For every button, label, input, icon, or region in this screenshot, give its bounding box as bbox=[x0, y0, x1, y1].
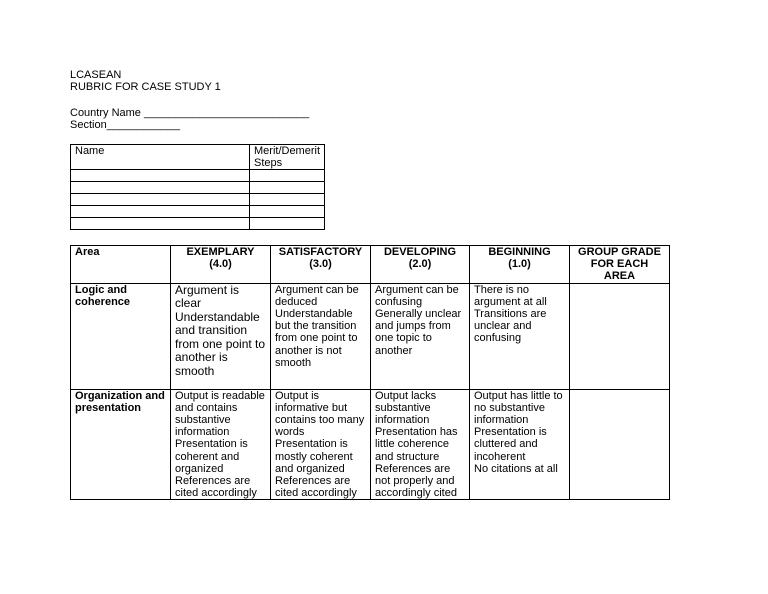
header-developing-label: DEVELOPING bbox=[383, 246, 457, 258]
header-satisfactory-label: SATISFACTORY bbox=[278, 246, 363, 258]
descriptor: Output lacks substantive information bbox=[375, 389, 437, 427]
header-beginning bbox=[470, 246, 570, 284]
names-header-merit: Merit/Demerit Steps bbox=[250, 145, 325, 170]
cell-group-grade bbox=[570, 389, 670, 500]
cell-exemplary bbox=[171, 283, 271, 389]
descriptor: Understandable and transition from one point to another is smooth bbox=[175, 309, 266, 378]
descriptor: Presentation is mostly coherent and organized bbox=[275, 438, 353, 475]
names-table bbox=[70, 144, 325, 230]
descriptor: References are not properly and accordingly cited bbox=[375, 462, 457, 500]
table-row bbox=[71, 389, 670, 500]
cell-developing bbox=[371, 283, 470, 389]
cell-beginning bbox=[470, 389, 570, 500]
names-header-name: Name bbox=[71, 145, 250, 170]
org-name: LCASEAN bbox=[70, 69, 122, 81]
header-developing bbox=[371, 246, 470, 284]
names-header-row bbox=[71, 145, 325, 170]
header-exemplary-score: (4.0) bbox=[209, 258, 232, 271]
table-row bbox=[71, 218, 325, 230]
table-row bbox=[71, 206, 325, 218]
name-cell bbox=[71, 194, 250, 206]
header-exemplary bbox=[171, 246, 271, 284]
header-satisfactory-score: (3.0) bbox=[309, 258, 332, 271]
name-cell bbox=[71, 218, 250, 230]
descriptor: Generally unclear and jumps from one topic to another bbox=[375, 308, 462, 357]
header-exemplary-label: EXEMPLARY bbox=[186, 246, 255, 258]
table-row bbox=[71, 182, 325, 194]
merit-cell bbox=[250, 182, 325, 194]
cell-developing bbox=[371, 389, 470, 500]
descriptor: Output has little to no substantive information bbox=[474, 389, 563, 427]
header-developing-score: (2.0) bbox=[408, 258, 432, 271]
name-cell bbox=[71, 170, 250, 182]
area-logic: Logic and coherence bbox=[71, 283, 171, 389]
header-satisfactory bbox=[271, 246, 371, 284]
header-area: Area bbox=[71, 246, 171, 284]
table-row bbox=[71, 170, 325, 182]
descriptor: There is no argument at all bbox=[474, 283, 547, 308]
descriptor: Argument is clear bbox=[175, 282, 240, 311]
cell-group-grade bbox=[570, 283, 670, 389]
descriptor: Understandable but the transition from one point to another is not smooth bbox=[275, 308, 358, 369]
table-row bbox=[71, 283, 670, 389]
rubric-table bbox=[70, 245, 670, 500]
header-beginning-score: (1.0) bbox=[508, 258, 531, 271]
descriptor: Presentation has little coherence and structure bbox=[375, 426, 458, 463]
descriptor: Presentation is coherent and organized bbox=[175, 438, 248, 475]
merit-cell bbox=[250, 206, 325, 218]
name-cell bbox=[71, 206, 250, 218]
descriptor: Transitions are unclear and confusing bbox=[474, 308, 547, 345]
header-group-grade: GROUP GRADE FOR EACH AREA bbox=[570, 246, 670, 284]
section-line: Section____________ bbox=[70, 119, 181, 131]
descriptor: Presentation is cluttered and incoherent bbox=[474, 426, 547, 463]
descriptor: References are cited accordingly bbox=[275, 475, 357, 500]
descriptor: Argument can be confusing bbox=[375, 283, 459, 308]
descriptor: No citations at all bbox=[474, 462, 558, 475]
cell-satisfactory bbox=[271, 389, 371, 500]
cell-satisfactory bbox=[271, 283, 371, 389]
merit-cell bbox=[250, 170, 325, 182]
table-row bbox=[71, 194, 325, 206]
area-organization: Organization and presentation bbox=[71, 389, 171, 500]
descriptor: References are cited accordingly bbox=[175, 475, 257, 500]
header-beginning-label: BEGINNING bbox=[488, 246, 551, 258]
name-cell bbox=[71, 182, 250, 194]
cell-exemplary bbox=[171, 389, 271, 500]
descriptor: Output is readable and contains substantive information bbox=[175, 389, 265, 439]
descriptor: Argument can be deduced bbox=[275, 283, 359, 308]
country-name-line: Country Name ___________________________ bbox=[70, 107, 310, 119]
cell-beginning bbox=[470, 283, 570, 389]
merit-cell bbox=[250, 194, 325, 206]
merit-cell bbox=[250, 218, 325, 230]
rubric-header-row bbox=[71, 246, 670, 284]
descriptor: Output is informative but contains too many words bbox=[275, 389, 365, 439]
rubric-title: RUBRIC FOR CASE STUDY 1 bbox=[70, 81, 221, 93]
